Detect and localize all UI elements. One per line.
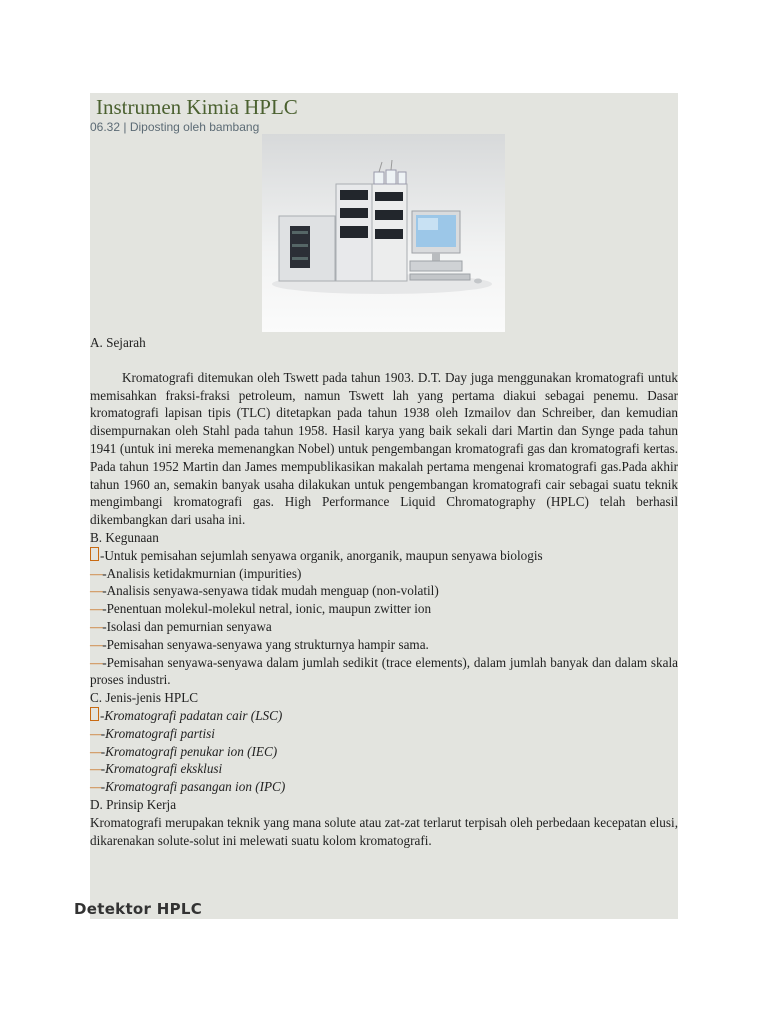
list-item: —-Penentuan molekul-molekul netral, ionic, maupun zwitter ion [90, 601, 432, 617]
next-post-title[interactable]: Detektor HPLC [74, 900, 203, 918]
section-heading-prinsip: D. Prinsip Kerja [90, 796, 177, 812]
post-title[interactable]: Instrumen Kimia HPLC [96, 95, 298, 119]
post-meta: 06.32 | Diposting oleh bambang [90, 120, 260, 134]
dash-icon: — [90, 565, 103, 581]
hplc-instrument-photo [262, 134, 505, 332]
list-item: -Kromatografi padatan cair (LSC) [90, 707, 678, 725]
dash-icon: — [90, 583, 103, 599]
dash-icon: — [90, 725, 101, 741]
list-item: —-Kromatografi partisi [90, 725, 215, 741]
bullet-icon [90, 707, 99, 721]
dash-icon: — [90, 654, 103, 670]
list-item: —-Kromatografi pasangan ion (IPC) [90, 779, 286, 795]
list-item: —-Analisis senyawa-senyawa tidak mudah menguap (non-volatil) [90, 583, 439, 599]
bullet-icon [90, 547, 99, 561]
dash-icon: — [90, 779, 101, 795]
list-item: —-Kromatografi penukar ion (IEC) [90, 743, 278, 759]
dash-icon: — [90, 618, 103, 634]
list-item: —-Isolasi dan pemurnian senyawa [90, 618, 272, 634]
dash-icon: — [90, 601, 103, 617]
list-item: —-Kromatografi eksklusi [90, 761, 223, 777]
sejarah-paragraph: Kromatografi ditemukan oleh Tswett pada tahun 1903. D.T. Day juga menggunakan kromatografi untuk memisahkan fraksi-fraksi petroleum, namun Tswett lah yang pertama diakui sebagai penemu. Dasar kromatografi lapisan tipis (TLC) ditetapkan pada tahun 1938 oleh Izmailov dan Schreiber, dan kemudian disempurnakan oleh Stahl pada tahun 1958. Hasil karya yang baik sekali dari Martin dan Synge pada tahun 1941 (untuk ini mereka memenangkan Nobel) untuk pengembangan kromatografi gas dan kromatografi kertas. Pada tahun 1952 Martin dan James mempublikasikan makalah pertama mengenai kromatografi gas.Pada akhir tahun 1960 an, semakin banyak usaha dilakukan untuk pengembangan kromatografi cair sebagai suatu teknik mengimbangi kromatografi gas. High Performance Liquid Chromatography (HPLC) telah berhasil dikembangkan dari usaha ini. [90, 369, 678, 528]
list-item: —-Pemisahan senyawa-senyawa yang strukturnya hampir sama. [90, 636, 429, 652]
section-heading-sejarah: A. Sejarah [90, 335, 146, 350]
dash-icon: — [90, 636, 103, 652]
dash-icon: — [90, 761, 101, 777]
list-item: —-Pemisahan senyawa-senyawa dalam jumlah sedikit (trace elements), dalam jumlah banyak dan dalam skala proses industri. [90, 654, 678, 688]
list-item: -Untuk pemisahan sejumlah senyawa organik, anorganik, maupun senyawa biologis [90, 547, 678, 565]
section-heading-jenis: C. Jenis-jenis HPLC [90, 690, 199, 706]
post-body [90, 332, 678, 849]
list-item: —-Analisis ketidakmurnian (impurities) [90, 565, 302, 581]
section-heading-kegunaan: B. Kegunaan [90, 529, 159, 545]
prinsip-paragraph: Kromatografi merupakan teknik yang mana solute atau zat-zat terlarut terpisah oleh perbedaan kecepatan elusi, dikarenakan solute-solut ini melewati suatu kolom kromatografi. [90, 814, 678, 848]
dash-icon: — [90, 743, 101, 759]
